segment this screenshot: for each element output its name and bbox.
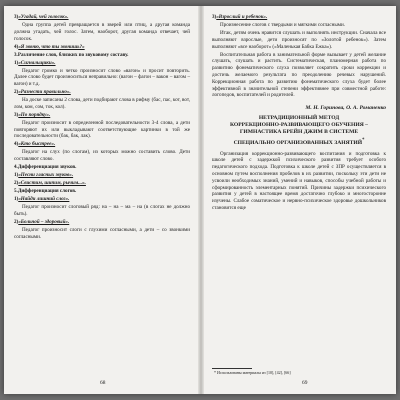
footnote: * Использованы материалы из [10], [42], [66] <box>214 370 291 375</box>
item-number: 2) <box>14 89 19 96</box>
paragraph: Произнесение слогов с твердыми и мягкими согласными. <box>220 21 345 28</box>
item-title: «Свистим, шипим, рычим...». <box>18 180 86 187</box>
right-page-intro <box>212 14 386 99</box>
article-body <box>212 151 386 212</box>
paragraph: Одна группа детей превращается в зверей или птиц, а другая команда должна угадать, чей голос. Затем, наоборот, другая команда отвечает, чей голосок. <box>14 21 190 42</box>
footnote-divider <box>212 368 252 369</box>
page-number-right: 69 <box>302 380 308 386</box>
paragraph: Педагог на слух (по слогам), из которых можно составить слово. Дети составляют слово. <box>14 149 190 163</box>
heading-text: Различение слов, близких по звуковому составу. <box>17 51 129 58</box>
exercise-item <box>14 219 190 226</box>
exercise-item <box>14 44 190 51</box>
exercise-item <box>14 89 190 96</box>
exercise-item <box>14 60 190 67</box>
left-page <box>4 6 200 394</box>
paragraph: Педагог произносит в определенной последовательности 3-4 слова, а дети повторяют их или выкладывают соответствующие картинки в той же последовательности (бак, бак, лак). <box>14 119 190 140</box>
section-heading <box>14 164 190 171</box>
paragraph: Воспитательная работа в занимательной форме вызывает у детей желание слушать, слушать и растить. Систематическая, планомерная работа по развитию фонематического слуха позволяет сократить сроки коррекции и достичь желаемого результата по преодолению речевых нарушений. Коррекционная работа по развитию фонематического слуха будет более эффективной в значительной степени эффективнее при совместной работе: логопедов, воспитателей и родителей. <box>212 51 386 99</box>
exercise-item <box>14 141 190 148</box>
book-spread <box>4 6 396 394</box>
exercise-item <box>14 172 190 179</box>
title-footnote-mark: * <box>362 137 365 143</box>
item-number: 1) <box>14 196 19 203</box>
exercise-item <box>212 14 386 21</box>
heading-number: 3. <box>14 51 18 58</box>
left-page-text <box>14 14 190 240</box>
exercise-item <box>14 14 190 21</box>
heading-number: 5. <box>14 188 18 195</box>
title-line: КОРРЕКЦИОННО-РАЗВИВАЮЩЕГО ОБУЧЕНИЯ – <box>230 122 368 129</box>
item-number: 3) <box>212 14 217 20</box>
item-title: «Угадай, чей голосок». <box>18 14 69 20</box>
heading-number: 4. <box>14 164 18 171</box>
page-number-left: 68 <box>100 380 106 386</box>
item-number: 4) <box>14 43 19 50</box>
exercise-item <box>14 180 190 187</box>
title-line: СПЕЦИАЛЬНО ОРГАНИЗОВАННЫХ ЗАНЯТИЙ <box>233 139 363 146</box>
paragraph: Педагог произносит слоговый ряд: на – на – ма – на (в слогах не должно быть). <box>14 204 190 217</box>
item-number: 3) <box>14 111 19 118</box>
item-number: 2) <box>14 180 19 187</box>
paragraph: Педагог громко и четко произносит слово «вагон» и просит повторить. Далее слово будет произноситься неправильно: (вагон – фагон – вакон – вагом – вагон) и т.д. <box>14 67 190 88</box>
item-number: 1) <box>14 59 19 66</box>
item-title: «Взрослый и ребенок». <box>216 14 268 20</box>
section-heading <box>14 52 190 59</box>
exercise-item <box>14 112 190 119</box>
paragraph: Итак, детям очень нравится слушать и выполнять инструкции. Сначала все выполняют взрослые, дети произносят по «Золотой ребенок»). Затем выполняют «все наоборот» («Маленькая Бабка Ежка»). <box>212 29 386 50</box>
item-number: 4) <box>14 141 19 148</box>
item-title: «Больной – здоровый». <box>18 218 70 225</box>
item-title: «Песни гласных звуков». <box>18 172 74 179</box>
item-number: 3) <box>14 14 19 20</box>
title-line: НЕТРАДИЦИОННЫЙ МЕТОД <box>258 114 340 121</box>
paragraph: На доске записаны 2 слова, дети подбирают слова в рифму (бас, пас, кот, вот, лом, ком, сом, ток, кол). <box>14 97 190 110</box>
heading-text: Дифференциация слогов. <box>17 188 77 195</box>
article-authors: М. Н. Горинова, О. А. Романенко <box>305 105 386 112</box>
item-title: «Найди лишний слог». <box>18 196 70 203</box>
title-line: ГИМНАСТИКА БРЕЙН ДЖИМ В СИСТЕМЕ <box>239 129 359 136</box>
item-title: «Сигнальщики». <box>18 59 56 66</box>
item-title: «Я звоню, что ты звонишь?» <box>18 43 85 50</box>
right-page <box>202 6 396 394</box>
item-title: «Разнести правильно». <box>18 89 71 96</box>
item-number: 2) <box>14 218 19 225</box>
item-title: «Кто быстрее». <box>18 141 56 148</box>
article-title <box>212 115 386 147</box>
heading-text: Дифференциация звуков. <box>17 164 77 171</box>
section-heading <box>14 188 190 195</box>
item-number: 1) <box>14 172 19 179</box>
paragraph: Организация коррекционно-развивающего воспитания и подготовка к школе детей с задержкой психического развития требует особого педагогического подхода. Подготовка к школе детей с ЗПР осуществляется в основном путем восполнения пробелов в их развитии, поскольку эти дети не усвоили необходимых знаний, умений и навыков, способы учебной работы и сформированность элементарных понятий. Причины задержки психического развития у детей в настоящее время достаточно глубоко и многосторонне изучены. Слабое соматическое и нервно-психическое здоровье дошкольников становится еще <box>212 150 386 211</box>
exercise-item <box>14 196 190 203</box>
paragraph: Педагог произносит слоги с глухими согласными, а дети – со звонкими согласными. <box>14 226 190 240</box>
item-title: «По порядку». <box>18 111 51 118</box>
